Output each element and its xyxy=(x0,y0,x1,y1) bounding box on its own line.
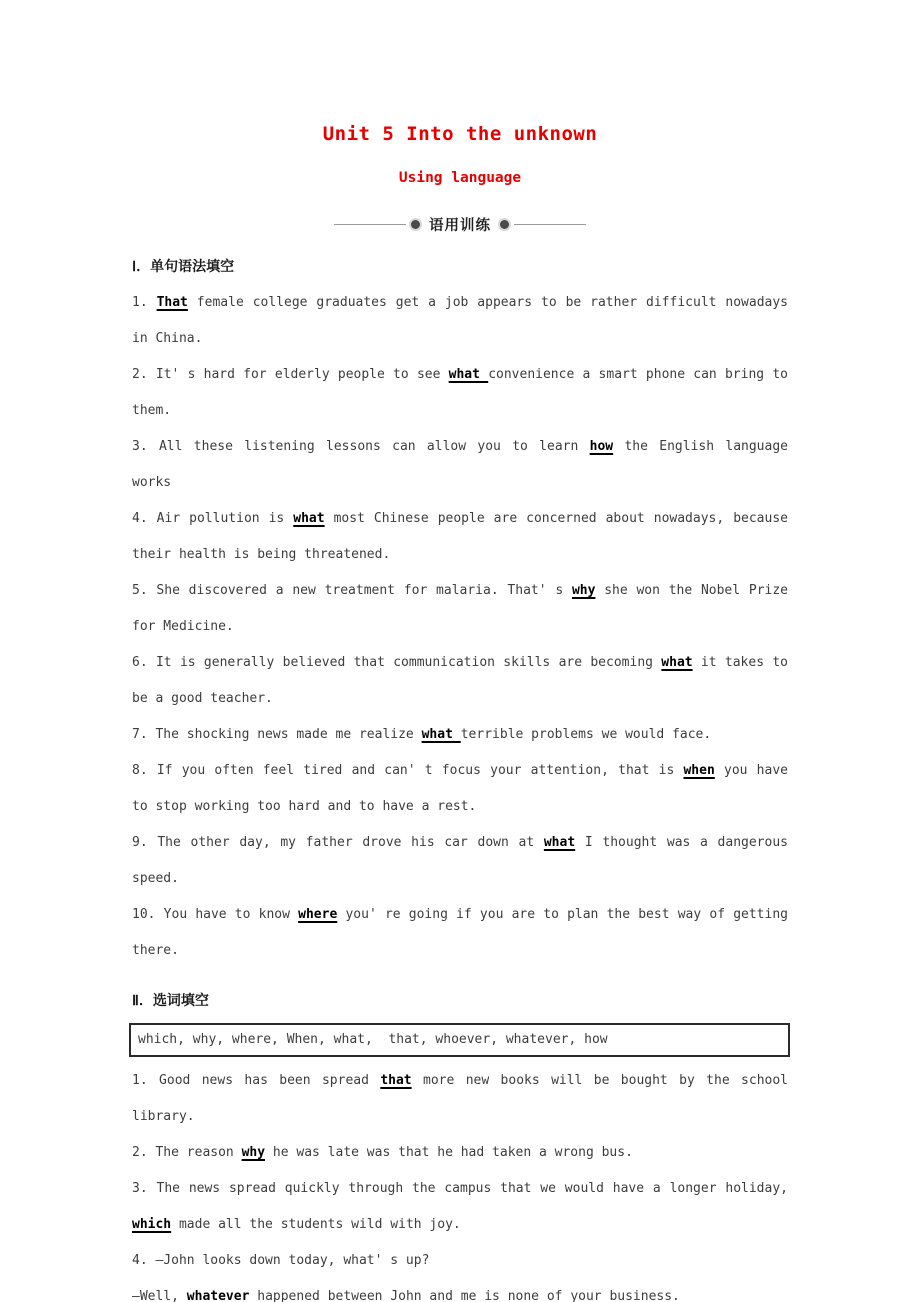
sentence-text: most Chinese people are concerned about nowadays, because their health is being threatened. xyxy=(132,511,788,562)
answer-blank: when xyxy=(683,763,715,778)
answer-blank: why xyxy=(241,1145,266,1160)
section-heading-word-choice: Ⅱ．选词填空 xyxy=(132,993,209,1009)
sentence-text: he was late was that he had taken a wrong bus. xyxy=(265,1145,633,1160)
sentence-text: 7. The shocking news made me realize xyxy=(132,727,422,742)
sentence-text: 2. The reason xyxy=(132,1145,242,1160)
section-word-choice xyxy=(132,983,788,1302)
sentence-text: 5. She discovered a new treatment for malaria. That' s xyxy=(132,583,572,598)
answer-blank: That xyxy=(156,295,188,310)
lesson-subtitle: Using language xyxy=(398,170,522,186)
word-bank-box xyxy=(129,1023,790,1057)
sentence-text: you' re going if you are to plan the best way of getting there. xyxy=(132,907,788,958)
banner-rule-right xyxy=(514,224,586,225)
exercise-sentence xyxy=(132,1171,788,1243)
exercise-sentence xyxy=(132,429,788,501)
answer-blank: what xyxy=(543,835,576,850)
exercise-sentence xyxy=(132,573,788,645)
answer-blank: where xyxy=(298,907,338,922)
answer-blank: that xyxy=(380,1073,412,1088)
exercise-sentence xyxy=(132,1063,788,1135)
sentence-text: —Well, xyxy=(132,1289,187,1302)
sentence-text: female college graduates get a job appears to be rather difficult nowadays in China. xyxy=(132,295,789,346)
answer-blank: what xyxy=(448,367,489,382)
sentence-text: 4. Air pollution is xyxy=(132,511,294,526)
exercise-sentence xyxy=(132,501,788,573)
section-banner xyxy=(132,214,788,235)
sentence-text: 2. It' s hard for elderly people to see xyxy=(132,367,449,382)
answer-blank: what xyxy=(661,655,693,670)
section-grammar-fill xyxy=(132,249,788,969)
sentence-text: 4. —John looks down today, what' s up? xyxy=(132,1253,430,1268)
exercise-sentence xyxy=(132,1135,788,1171)
grammar-exercise-items xyxy=(132,285,788,969)
answer-blank: which xyxy=(132,1217,172,1232)
sentence-text: terrible problems we would face. xyxy=(460,727,712,742)
sentence-text: 3. The news spread quickly through the campus that we would have a longer holiday, xyxy=(132,1181,788,1196)
sentence-text: 10. You have to know xyxy=(132,907,299,922)
sentence-text: 3. All these listening lessons can allow you to learn xyxy=(132,439,590,454)
sentence-text: 1. Good news has been spread xyxy=(132,1073,381,1088)
unit-title: Unit 5 Into the unknown xyxy=(322,123,598,145)
answer-blank: what xyxy=(293,511,325,526)
sentence-text: 6. It is generally believed that communication skills are becoming xyxy=(132,655,662,670)
sentence-text: more new books will be bought by the school library. xyxy=(132,1073,788,1124)
sentence-text: 8. If you often feel tired and can' t focus your attention, that is xyxy=(132,763,684,778)
answer-blank: whatever xyxy=(186,1289,250,1302)
word-bank-text: which, why, where, When, what, that, whoever, whatever, how xyxy=(138,1032,608,1047)
answer-blank: what xyxy=(421,727,461,742)
exercise-sentence xyxy=(132,645,788,717)
exercise-sentence xyxy=(132,1279,788,1302)
exercise-sentence xyxy=(132,717,788,753)
exercise-sentence xyxy=(132,357,788,429)
banner-dot-left-icon xyxy=(411,220,420,229)
exercise-sentence xyxy=(132,1243,788,1279)
sentence-text: you have to stop working too hard and to have a rest. xyxy=(132,763,788,814)
sentence-text: it takes to be a good teacher. xyxy=(132,655,789,706)
sentence-text: I thought was a dangerous speed. xyxy=(132,835,788,886)
exercise-sentence xyxy=(132,285,788,357)
banner-dot-right-icon xyxy=(500,220,509,229)
sentence-text: happened between John and me is none of your business. xyxy=(249,1289,680,1302)
banner-label: 语用训练 xyxy=(429,218,491,234)
exercise-sentence xyxy=(132,753,788,825)
answer-blank: why xyxy=(571,583,596,598)
sentence-text: she won the Nobel Prize for Medicine. xyxy=(132,583,788,634)
exercise-sentence xyxy=(132,825,788,897)
sentence-text: convenience a smart phone can bring to them. xyxy=(132,367,788,418)
sentence-text: 9. The other day, my father drove his car down at xyxy=(132,835,544,850)
word-choice-exercise-items xyxy=(132,1063,788,1302)
answer-blank: how xyxy=(589,439,614,454)
exercise-sentence xyxy=(132,897,788,969)
banner-rule-left xyxy=(334,224,406,225)
section-heading-grammar: Ⅰ．单句语法填空 xyxy=(132,259,235,275)
sentence-text: 1. xyxy=(132,295,157,310)
sentence-text: made all the students wild with joy. xyxy=(171,1217,461,1232)
sentence-text: the English language works xyxy=(132,439,788,490)
